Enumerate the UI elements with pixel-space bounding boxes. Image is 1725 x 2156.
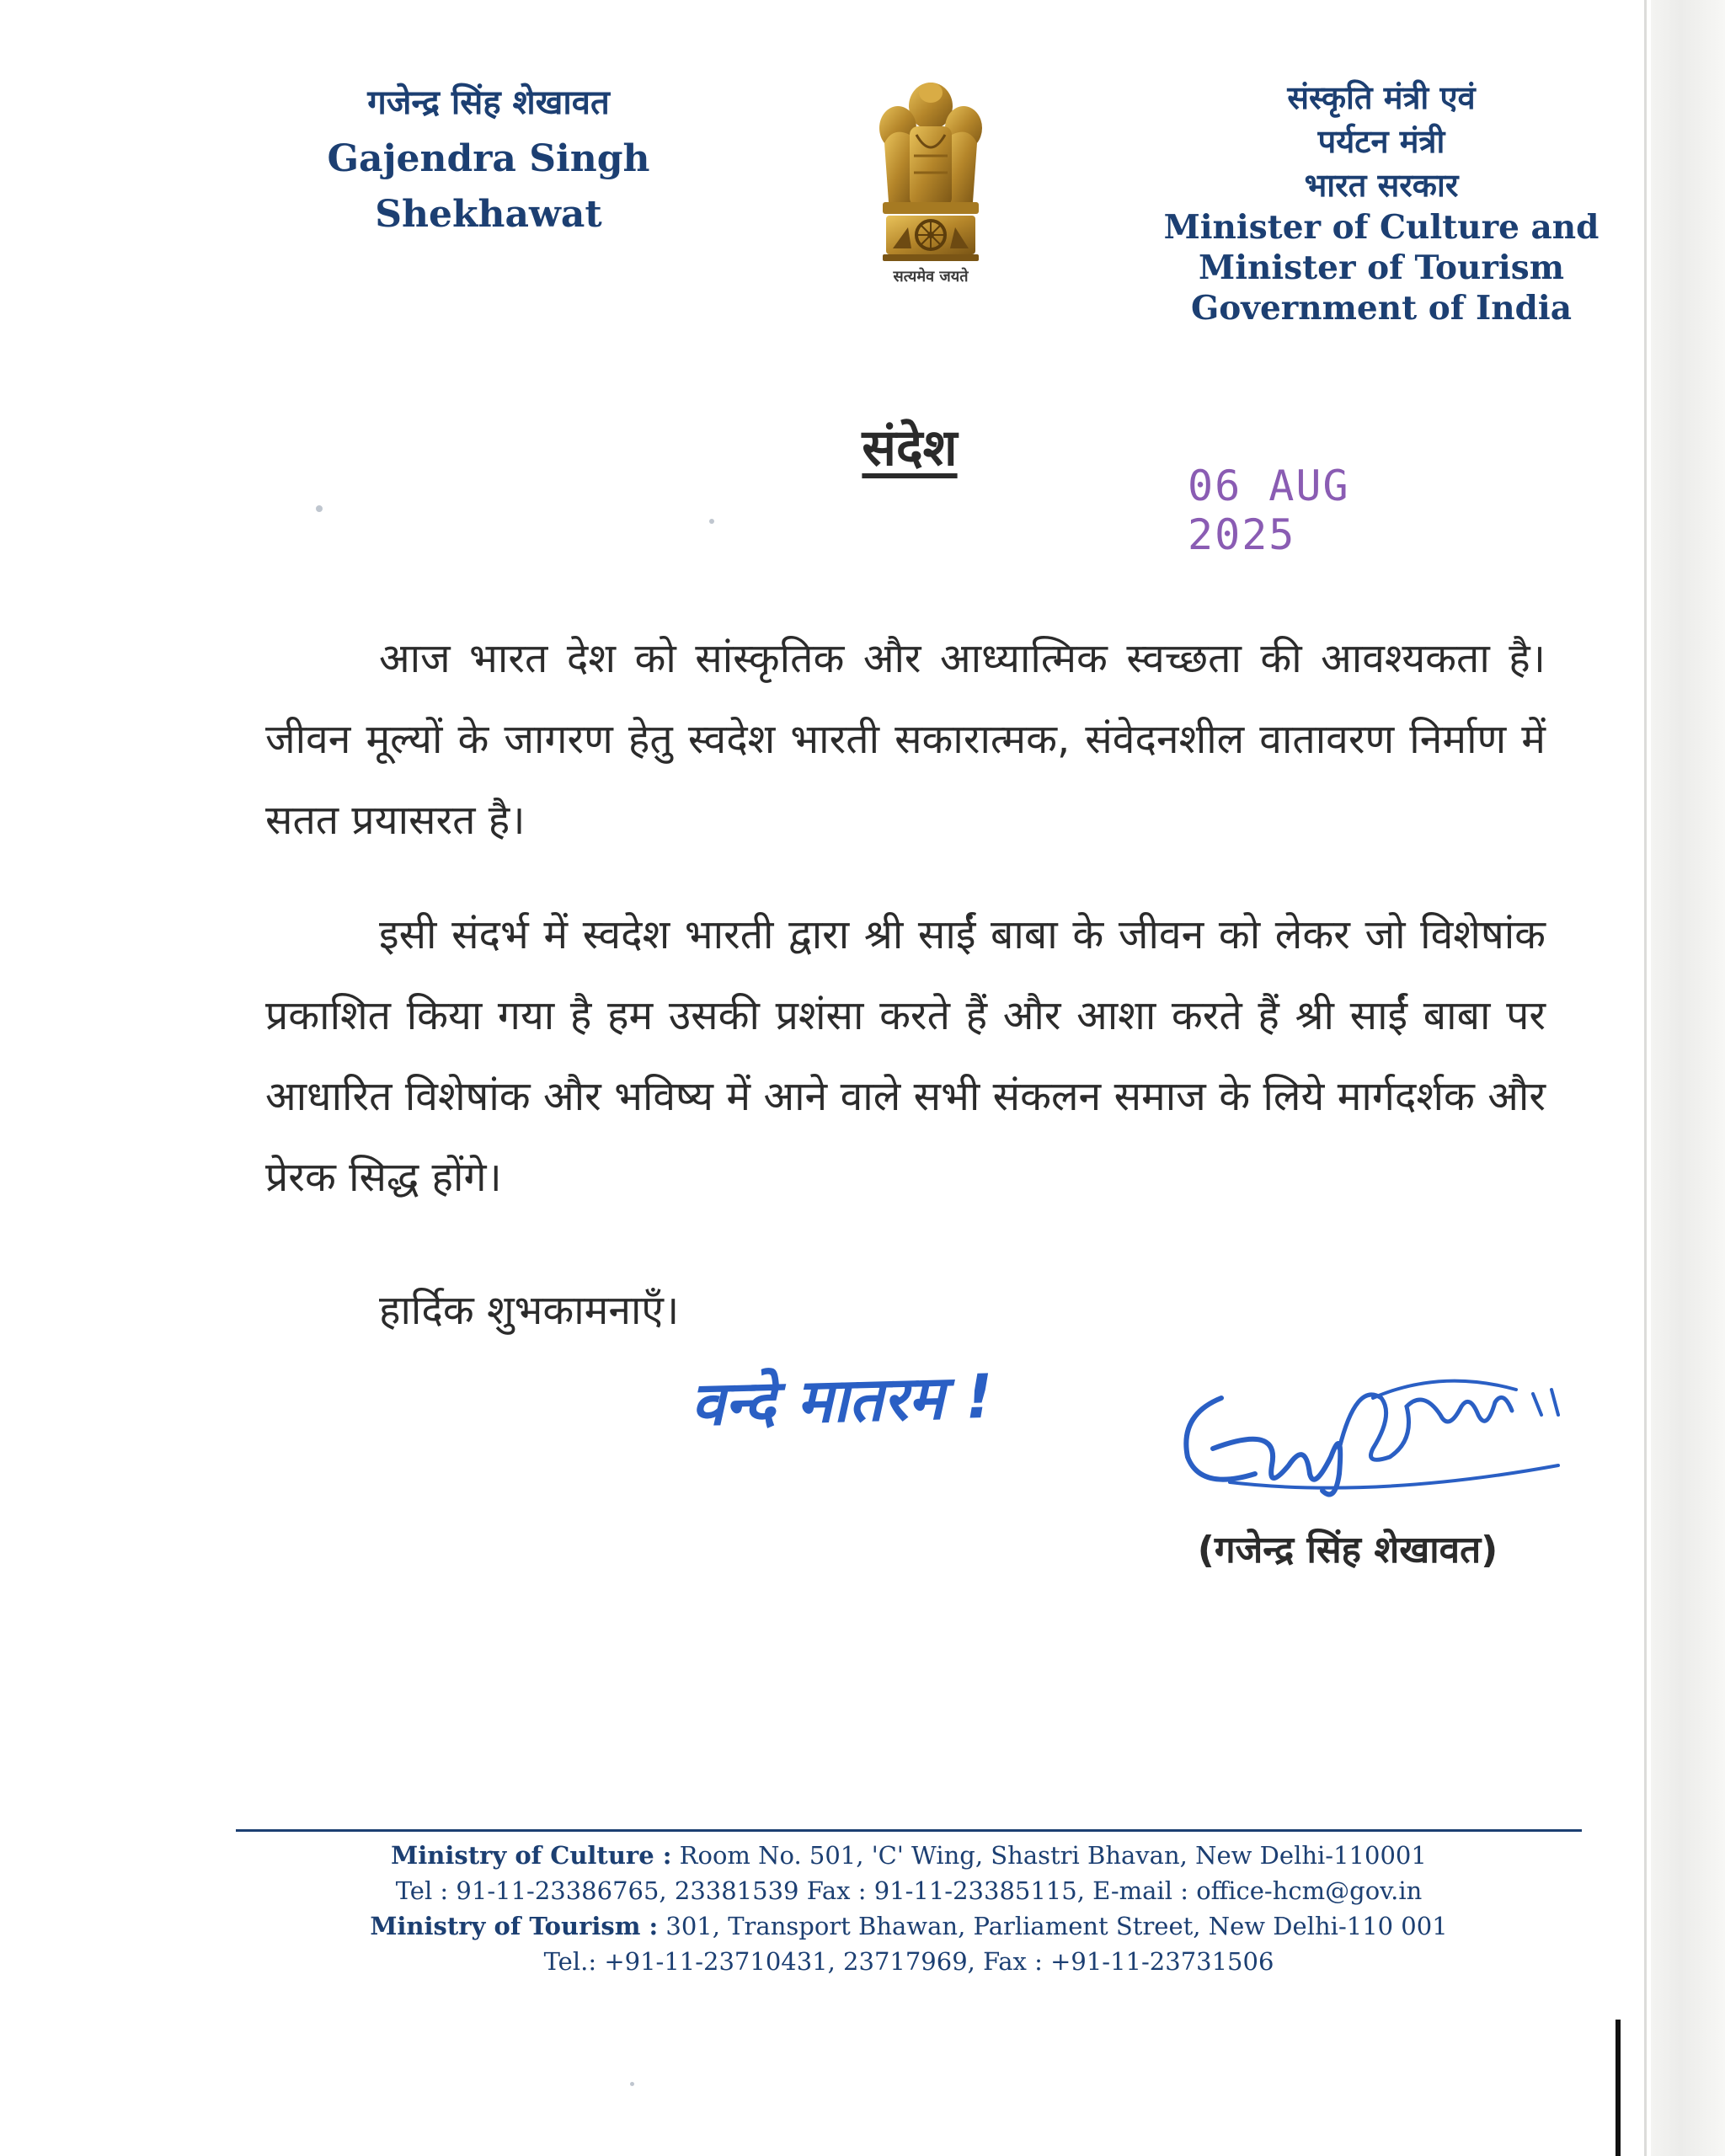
signature-icon	[1162, 1364, 1583, 1508]
footer-culture-label: Ministry of Culture :	[391, 1841, 672, 1870]
title-english-line-3: Government of India	[1190, 289, 1573, 328]
minister-name-block	[211, 77, 766, 243]
message-paragraph-1: आज भारत देश को सांस्कृतिक और आध्यात्मिक स्वच्छता की आवश्यकता है। जीवन मूल्यों के जागरण हेतु स्वदेश भारती सकारात्मक, संवेदनशील वातावरण निर्माण में सतत प्रयासरत है।	[265, 635, 1546, 844]
title-hindi-line-2: पर्यटन मंत्री	[1317, 122, 1445, 160]
scan-speck	[630, 2082, 634, 2086]
footer-culture-line	[236, 1838, 1582, 1873]
minister-name-hindi: गजेन्द्र सिंह शेखावत	[367, 83, 610, 122]
minister-name-english: Gajendra Singh Shekhawat	[327, 137, 650, 236]
title-hindi-line-1: संस्कृति मंत्री एवं	[1287, 78, 1476, 116]
footer-tourism-label: Ministry of Tourism :	[370, 1912, 659, 1940]
date-stamp: 06 AUG 2025	[1188, 462, 1350, 559]
footer-divider	[236, 1829, 1582, 1832]
title-english-line-1: Minister of Culture and	[1163, 208, 1599, 247]
emblem-motto: सत्यमेव जयते	[893, 268, 969, 286]
national-emblem-icon	[868, 76, 994, 295]
footer-tourism-line	[236, 1908, 1582, 1944]
footer-culture-contact: Tel : 91-11-23386765, 23381539 Fax : 91-11-23385115, E-mail : office-hcm@gov.in	[395, 1876, 1423, 1905]
greeting-line: हार्दिक शुभकामनाएँ।	[379, 1287, 680, 1334]
signatory-name: (गजेन्द्र सिंह शेखावत)	[1197, 1529, 1498, 1572]
footer-culture-address: Room No. 501, 'C' Wing, Shastri Bhavan, New Delhi-110001	[679, 1841, 1427, 1870]
page-edge-line	[1644, 0, 1647, 2156]
scan-speck	[316, 505, 323, 512]
letterhead-footer	[236, 1838, 1582, 1979]
footer-tourism-contact: Tel.: +91-11-23710431, 23717969, Fax : +91-11-23731506	[543, 1947, 1274, 1976]
page-edge-shadow	[1651, 0, 1725, 2156]
footer-tourism-address: 301, Transport Bhawan, Parliament Street, New Delhi-110 001	[665, 1912, 1448, 1940]
binding-mark	[1616, 2020, 1621, 2156]
handwritten-note: वन्दे मातरम !	[690, 1360, 994, 1440]
message-paragraph-2: इसी संदर्भ में स्वदेश भारती द्वारा श्री साईं बाबा के जीवन को लेकर जो विशेषांक प्रकाशित किया गया है हम उसकी प्रशंसा करते हैं और आशा करते हैं श्री साईं बाबा पर आधारित विशेषांक और भविष्य में आने वाले सभी संकलन समाज के लिये मार्गदर्शक और प्रेरक सिद्ध होंगे।	[265, 911, 1546, 1201]
scan-speck	[709, 519, 714, 524]
title-english-line-2: Minister of Tourism	[1199, 248, 1564, 287]
title-hindi-line-3: भारत सरकार	[1304, 166, 1459, 204]
minister-title-block	[1162, 76, 1600, 328]
message-heading: संदेश	[862, 419, 958, 478]
